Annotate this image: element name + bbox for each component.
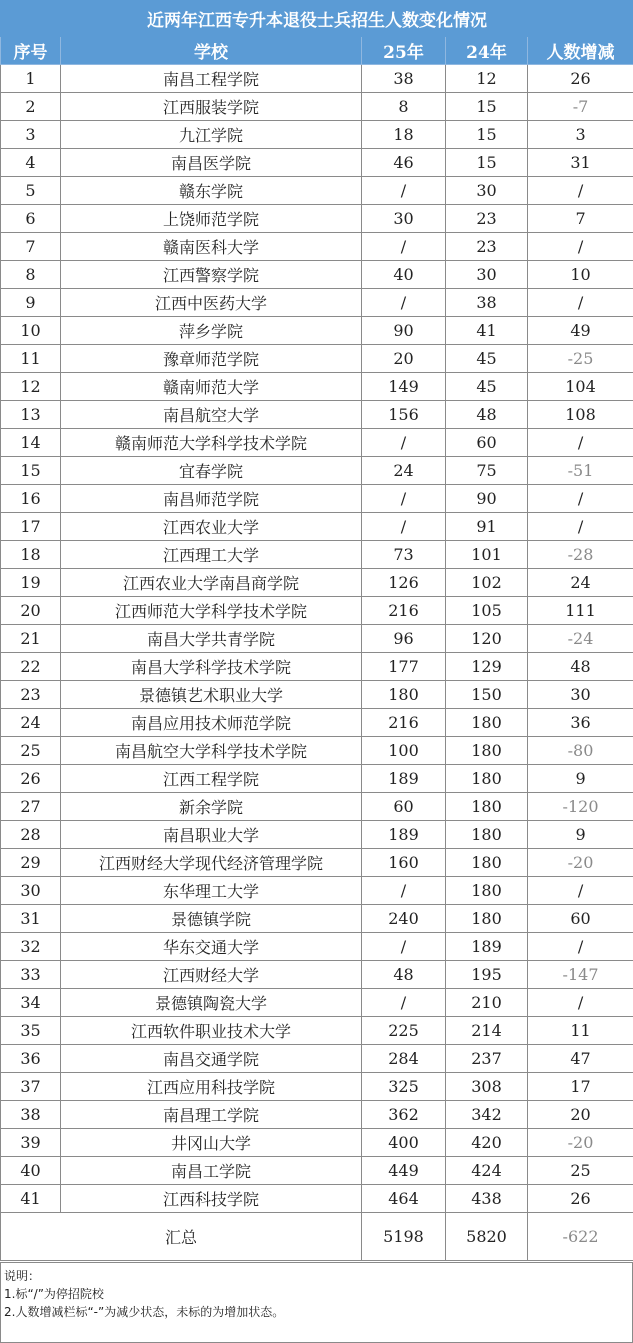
row-change-cell: -120 <box>528 793 633 821</box>
row-school-cell: 南昌航空大学 <box>61 401 362 429</box>
row-2025-cell: / <box>362 513 446 541</box>
row-2024-cell: 438 <box>446 1185 528 1213</box>
notes-heading: 说明： <box>4 1269 41 1283</box>
row-2025-cell: 180 <box>362 681 446 709</box>
row-2024-cell: 180 <box>446 793 528 821</box>
row-2025-cell: 90 <box>362 317 446 345</box>
row-change-cell: / <box>528 233 633 261</box>
row-2025-cell: 449 <box>362 1157 446 1185</box>
notes-line-1: 1.标“/”为停招院校 <box>4 1287 104 1301</box>
row-change-cell: 60 <box>528 905 633 933</box>
row-2024-cell: 129 <box>446 653 528 681</box>
row-index-cell: 4 <box>1 149 61 177</box>
row-change-cell: / <box>528 485 633 513</box>
table-title: 近两年江西专升本退役士兵招生人数变化情况 <box>1 1 633 37</box>
row-index-cell: 9 <box>1 289 61 317</box>
row-change-cell: / <box>528 513 633 541</box>
table-row <box>1 961 633 989</box>
row-school-cell: 豫章师范学院 <box>61 345 362 373</box>
row-school-cell: 江西服装学院 <box>61 93 362 121</box>
row-school-cell: 江西工程学院 <box>61 765 362 793</box>
row-school-cell: 江西农业大学 <box>61 513 362 541</box>
row-2024-cell: 195 <box>446 961 528 989</box>
row-school-cell: 景德镇陶瓷大学 <box>61 989 362 1017</box>
row-school-cell: 江西财经大学 <box>61 961 362 989</box>
row-change-cell: 9 <box>528 765 633 793</box>
row-2024-cell: 214 <box>446 1017 528 1045</box>
row-change-cell: 11 <box>528 1017 633 1045</box>
row-2025-cell: / <box>362 989 446 1017</box>
row-change-cell: -80 <box>528 737 633 765</box>
row-change-cell: 9 <box>528 821 633 849</box>
row-2024-cell: 48 <box>446 401 528 429</box>
table-row <box>1 1185 633 1213</box>
row-change-cell: -28 <box>528 541 633 569</box>
row-index-cell: 7 <box>1 233 61 261</box>
row-index-cell: 5 <box>1 177 61 205</box>
row-2024-cell: 23 <box>446 233 528 261</box>
table-row <box>1 541 633 569</box>
row-index-cell: 40 <box>1 1157 61 1185</box>
row-2024-cell: 15 <box>446 121 528 149</box>
row-2024-cell: 210 <box>446 989 528 1017</box>
row-index-cell: 21 <box>1 625 61 653</box>
row-2025-cell: 46 <box>362 149 446 177</box>
row-2024-cell: 189 <box>446 933 528 961</box>
row-2024-cell: 41 <box>446 317 528 345</box>
row-change-cell: 26 <box>528 1185 633 1213</box>
row-2025-cell: 216 <box>362 709 446 737</box>
table-row <box>1 737 633 765</box>
table-row <box>1 345 633 373</box>
row-change-cell: / <box>528 289 633 317</box>
table-row <box>1 933 633 961</box>
table-row <box>1 1157 633 1185</box>
table-row <box>1 625 633 653</box>
row-school-cell: 宜春学院 <box>61 457 362 485</box>
table-row <box>1 1101 633 1129</box>
row-index-cell: 20 <box>1 597 61 625</box>
row-2025-cell: 177 <box>362 653 446 681</box>
row-change-cell: -51 <box>528 457 633 485</box>
row-school-cell: 上饶师范学院 <box>61 205 362 233</box>
row-2024-cell: 101 <box>446 541 528 569</box>
row-2024-cell: 23 <box>446 205 528 233</box>
table-row <box>1 233 633 261</box>
row-2025-cell: / <box>362 177 446 205</box>
row-school-cell: 南昌工程学院 <box>61 65 362 93</box>
row-change-cell: / <box>528 933 633 961</box>
row-school-cell: 江西师范大学科学技术学院 <box>61 597 362 625</box>
row-school-cell: 江西中医药大学 <box>61 289 362 317</box>
row-index-cell: 25 <box>1 737 61 765</box>
row-school-cell: 南昌应用技术师范学院 <box>61 709 362 737</box>
table-row <box>1 1045 633 1073</box>
row-index-cell: 41 <box>1 1185 61 1213</box>
row-2024-cell: 420 <box>446 1129 528 1157</box>
row-change-cell: / <box>528 429 633 457</box>
row-2025-cell: 40 <box>362 261 446 289</box>
table-row <box>1 849 633 877</box>
row-2024-cell: 45 <box>446 345 528 373</box>
row-2025-cell: 48 <box>362 961 446 989</box>
header-school: 学校 <box>61 37 362 65</box>
row-change-cell: 31 <box>528 149 633 177</box>
row-2024-cell: 308 <box>446 1073 528 1101</box>
row-index-cell: 6 <box>1 205 61 233</box>
row-index-cell: 2 <box>1 93 61 121</box>
row-2025-cell: 325 <box>362 1073 446 1101</box>
row-2025-cell: 20 <box>362 345 446 373</box>
row-index-cell: 30 <box>1 877 61 905</box>
row-school-cell: 赣南医科大学 <box>61 233 362 261</box>
table-row <box>1 261 633 289</box>
row-2024-cell: 180 <box>446 821 528 849</box>
row-school-cell: 江西科技学院 <box>61 1185 362 1213</box>
row-school-cell: 赣南师范大学科学技术学院 <box>61 429 362 457</box>
row-2024-cell: 105 <box>446 597 528 625</box>
row-index-cell: 35 <box>1 1017 61 1045</box>
row-2025-cell: 284 <box>362 1045 446 1073</box>
row-2025-cell: 149 <box>362 373 446 401</box>
row-2025-cell: 8 <box>362 93 446 121</box>
row-2025-cell: 60 <box>362 793 446 821</box>
row-2024-cell: 342 <box>446 1101 528 1129</box>
row-index-cell: 1 <box>1 65 61 93</box>
row-index-cell: 12 <box>1 373 61 401</box>
row-2024-cell: 75 <box>446 457 528 485</box>
row-2025-cell: 362 <box>362 1101 446 1129</box>
row-change-cell: 3 <box>528 121 633 149</box>
row-change-cell: 108 <box>528 401 633 429</box>
row-school-cell: 东华理工大学 <box>61 877 362 905</box>
table-row <box>1 205 633 233</box>
row-index-cell: 3 <box>1 121 61 149</box>
table-row <box>1 177 633 205</box>
table-row <box>1 569 633 597</box>
row-school-cell: 南昌理工学院 <box>61 1101 362 1129</box>
table-row <box>1 457 633 485</box>
row-change-cell: 47 <box>528 1045 633 1073</box>
table-row <box>1 765 633 793</box>
row-2025-cell: 24 <box>362 457 446 485</box>
row-2025-cell: 189 <box>362 821 446 849</box>
header-row <box>1 37 633 65</box>
table-row <box>1 597 633 625</box>
table-row <box>1 821 633 849</box>
row-school-cell: 南昌大学科学技术学院 <box>61 653 362 681</box>
row-2024-cell: 38 <box>446 289 528 317</box>
row-2025-cell: 464 <box>362 1185 446 1213</box>
table-row <box>1 429 633 457</box>
total-change: -622 <box>528 1213 633 1261</box>
row-change-cell: 7 <box>528 205 633 233</box>
row-2025-cell: / <box>362 485 446 513</box>
row-index-cell: 13 <box>1 401 61 429</box>
row-2025-cell: / <box>362 429 446 457</box>
row-school-cell: 南昌职业大学 <box>61 821 362 849</box>
row-2024-cell: 180 <box>446 905 528 933</box>
row-index-cell: 17 <box>1 513 61 541</box>
row-2025-cell: / <box>362 933 446 961</box>
row-index-cell: 27 <box>1 793 61 821</box>
row-2025-cell: 225 <box>362 1017 446 1045</box>
total-2025: 5198 <box>362 1213 446 1261</box>
row-index-cell: 15 <box>1 457 61 485</box>
row-school-cell: 江西软件职业技术大学 <box>61 1017 362 1045</box>
row-index-cell: 8 <box>1 261 61 289</box>
row-change-cell: 111 <box>528 597 633 625</box>
row-2025-cell: 400 <box>362 1129 446 1157</box>
row-2024-cell: 45 <box>446 373 528 401</box>
table-row <box>1 905 633 933</box>
row-change-cell: 25 <box>528 1157 633 1185</box>
table-row <box>1 1129 633 1157</box>
row-index-cell: 23 <box>1 681 61 709</box>
row-school-cell: 萍乡学院 <box>61 317 362 345</box>
row-school-cell: 南昌大学共青学院 <box>61 625 362 653</box>
row-index-cell: 18 <box>1 541 61 569</box>
row-school-cell: 江西财经大学现代经济管理学院 <box>61 849 362 877</box>
row-school-cell: 江西农业大学南昌商学院 <box>61 569 362 597</box>
row-school-cell: 九江学院 <box>61 121 362 149</box>
row-index-cell: 32 <box>1 933 61 961</box>
row-change-cell: 24 <box>528 569 633 597</box>
row-change-cell: -24 <box>528 625 633 653</box>
table-row <box>1 877 633 905</box>
total-label: 汇总 <box>1 1213 362 1261</box>
row-2024-cell: 15 <box>446 93 528 121</box>
table-row <box>1 513 633 541</box>
row-index-cell: 28 <box>1 821 61 849</box>
row-2025-cell: 189 <box>362 765 446 793</box>
table-body <box>1 65 633 1213</box>
row-change-cell: -147 <box>528 961 633 989</box>
row-index-cell: 16 <box>1 485 61 513</box>
row-2024-cell: 12 <box>446 65 528 93</box>
row-2024-cell: 237 <box>446 1045 528 1073</box>
row-school-cell: 华东交通大学 <box>61 933 362 961</box>
table-row <box>1 373 633 401</box>
row-change-cell: -20 <box>528 849 633 877</box>
row-index-cell: 33 <box>1 961 61 989</box>
row-2024-cell: 30 <box>446 177 528 205</box>
row-2025-cell: 216 <box>362 597 446 625</box>
header-change: 人数增减 <box>528 37 633 65</box>
row-2024-cell: 102 <box>446 569 528 597</box>
row-change-cell: 30 <box>528 681 633 709</box>
row-index-cell: 31 <box>1 905 61 933</box>
row-index-cell: 19 <box>1 569 61 597</box>
row-2025-cell: 156 <box>362 401 446 429</box>
row-2025-cell: 96 <box>362 625 446 653</box>
row-index-cell: 24 <box>1 709 61 737</box>
row-change-cell: 26 <box>528 65 633 93</box>
row-index-cell: 38 <box>1 1101 61 1129</box>
table-row <box>1 485 633 513</box>
table-row <box>1 401 633 429</box>
row-2024-cell: 424 <box>446 1157 528 1185</box>
table-row <box>1 317 633 345</box>
row-school-cell: 新余学院 <box>61 793 362 821</box>
row-school-cell: 江西理工大学 <box>61 541 362 569</box>
row-index-cell: 29 <box>1 849 61 877</box>
row-2024-cell: 90 <box>446 485 528 513</box>
notes-box <box>0 1262 633 1343</box>
row-2025-cell: 30 <box>362 205 446 233</box>
row-change-cell: 48 <box>528 653 633 681</box>
row-school-cell: 景德镇艺术职业大学 <box>61 681 362 709</box>
header-index: 序号 <box>1 37 61 65</box>
row-index-cell: 39 <box>1 1129 61 1157</box>
row-2025-cell: 18 <box>362 121 446 149</box>
row-school-cell: 赣东学院 <box>61 177 362 205</box>
row-school-cell: 江西警察学院 <box>61 261 362 289</box>
row-change-cell: 17 <box>528 1073 633 1101</box>
row-school-cell: 江西应用科技学院 <box>61 1073 362 1101</box>
row-2024-cell: 15 <box>446 149 528 177</box>
row-2024-cell: 30 <box>446 261 528 289</box>
row-change-cell: 20 <box>528 1101 633 1129</box>
row-2024-cell: 180 <box>446 877 528 905</box>
table-row <box>1 1017 633 1045</box>
row-school-cell: 南昌工学院 <box>61 1157 362 1185</box>
row-school-cell: 南昌交通学院 <box>61 1045 362 1073</box>
table-row <box>1 149 633 177</box>
row-2024-cell: 120 <box>446 625 528 653</box>
row-2025-cell: 240 <box>362 905 446 933</box>
row-index-cell: 10 <box>1 317 61 345</box>
table-row <box>1 1073 633 1101</box>
table-row <box>1 989 633 1017</box>
notes-line-2: 2.人数增减栏标“-”为减少状态，未标的为增加状态。 <box>4 1305 285 1319</box>
row-2025-cell: 100 <box>362 737 446 765</box>
row-2024-cell: 180 <box>446 765 528 793</box>
row-change-cell: / <box>528 877 633 905</box>
row-2024-cell: 60 <box>446 429 528 457</box>
row-index-cell: 26 <box>1 765 61 793</box>
row-change-cell: 10 <box>528 261 633 289</box>
row-2025-cell: / <box>362 233 446 261</box>
table-row <box>1 93 633 121</box>
row-2025-cell: 38 <box>362 65 446 93</box>
row-school-cell: 南昌医学院 <box>61 149 362 177</box>
row-change-cell: 104 <box>528 373 633 401</box>
row-change-cell: / <box>528 177 633 205</box>
row-2024-cell: 91 <box>446 513 528 541</box>
row-change-cell: 49 <box>528 317 633 345</box>
row-index-cell: 11 <box>1 345 61 373</box>
row-2025-cell: / <box>362 877 446 905</box>
row-2025-cell: 73 <box>362 541 446 569</box>
table-row <box>1 681 633 709</box>
row-school-cell: 井冈山大学 <box>61 1129 362 1157</box>
table-row <box>1 289 633 317</box>
row-2025-cell: 126 <box>362 569 446 597</box>
row-index-cell: 14 <box>1 429 61 457</box>
row-school-cell: 南昌航空大学科学技术学院 <box>61 737 362 765</box>
row-change-cell: / <box>528 989 633 1017</box>
row-change-cell: -7 <box>528 93 633 121</box>
row-change-cell: 36 <box>528 709 633 737</box>
row-2024-cell: 150 <box>446 681 528 709</box>
row-2024-cell: 180 <box>446 709 528 737</box>
table-row <box>1 121 633 149</box>
row-index-cell: 34 <box>1 989 61 1017</box>
row-school-cell: 景德镇学院 <box>61 905 362 933</box>
row-change-cell: -25 <box>528 345 633 373</box>
row-index-cell: 22 <box>1 653 61 681</box>
header-2024: 24年 <box>446 37 528 65</box>
header-2025: 25年 <box>362 37 446 65</box>
row-index-cell: 37 <box>1 1073 61 1101</box>
table-row <box>1 653 633 681</box>
row-change-cell: -20 <box>528 1129 633 1157</box>
row-index-cell: 36 <box>1 1045 61 1073</box>
table-row <box>1 793 633 821</box>
row-2024-cell: 180 <box>446 737 528 765</box>
row-2025-cell: 160 <box>362 849 446 877</box>
row-school-cell: 赣南师范大学 <box>61 373 362 401</box>
table-row <box>1 65 633 93</box>
row-school-cell: 南昌师范学院 <box>61 485 362 513</box>
table-row <box>1 709 633 737</box>
total-2024: 5820 <box>446 1213 528 1261</box>
total-row <box>1 1213 633 1261</box>
row-2024-cell: 180 <box>446 849 528 877</box>
row-2025-cell: / <box>362 289 446 317</box>
